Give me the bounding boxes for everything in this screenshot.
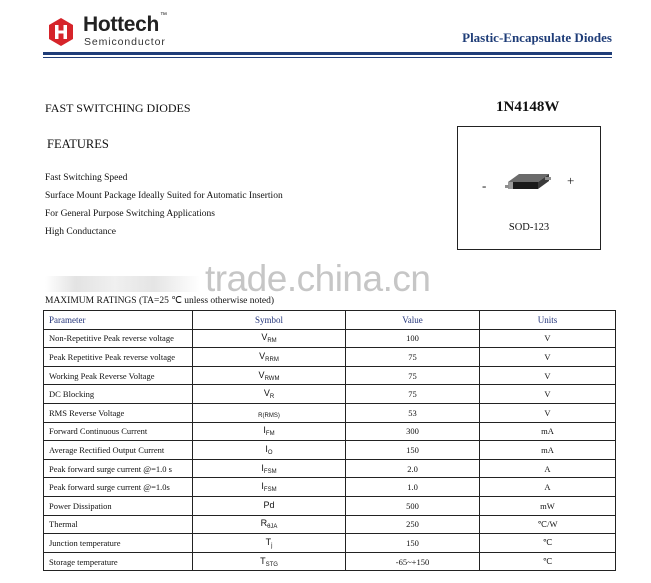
ratings-table (43, 310, 616, 571)
symbol-letter: V (259, 350, 266, 361)
parameter-cell: Storage temperature (44, 552, 193, 571)
value-cell: 100 (346, 329, 480, 348)
symbol-letter: T (260, 555, 266, 566)
column-header-value: Value (346, 311, 480, 330)
symbol-letter: V (261, 332, 268, 343)
unit-cell: V (480, 329, 616, 348)
unit-cell: V (480, 348, 616, 367)
parameter-cell: Peak Repetitive Peak reverse voltage (44, 348, 193, 367)
symbol-subscript: θJA (267, 524, 278, 531)
symbol-cell (193, 478, 346, 497)
column-header-units: Units (480, 311, 616, 330)
cathode-marker: - (482, 178, 487, 193)
feature-item: For General Purpose Switching Applications (45, 209, 215, 219)
symbol-subscript: FSM (263, 487, 277, 494)
symbol-letter: Pd (263, 499, 275, 510)
features-heading: FEATURES (47, 137, 109, 151)
table-row (44, 441, 616, 460)
ratings-table-body (44, 329, 616, 571)
value-cell: 75 (346, 366, 480, 385)
parameter-cell: Junction temperature (44, 534, 193, 553)
value-cell: 500 (346, 496, 480, 515)
value-cell: 53 (346, 403, 480, 422)
parameter-cell: Average Rectified Output Current (44, 441, 193, 460)
value-cell: 1.0 (346, 478, 480, 497)
table-row (44, 552, 616, 571)
parameter-cell: Power Dissipation (44, 496, 193, 515)
symbol-cell (193, 534, 346, 553)
table-row (44, 515, 616, 534)
unit-cell: V (480, 385, 616, 404)
symbol-subscript: j (271, 542, 273, 549)
table-row (44, 534, 616, 553)
product-title: FAST SWITCHING DIODES (45, 101, 191, 115)
unit-cell: A (480, 478, 616, 497)
value-cell: 75 (346, 385, 480, 404)
symbol-subscript: STG (265, 561, 278, 568)
table-row (44, 496, 616, 515)
symbol-letter: I (261, 481, 264, 492)
symbol-cell (193, 515, 346, 534)
symbol-subscript: RM (267, 338, 277, 345)
table-header-row (44, 311, 616, 330)
value-cell: 75 (346, 348, 480, 367)
trademark-symbol: ™ (160, 12, 167, 19)
value-cell: 2.0 (346, 459, 480, 478)
feature-item: High Conductance (45, 227, 116, 237)
symbol-subscript: R(RMS) (258, 412, 280, 419)
table-row (44, 329, 616, 348)
unit-cell: V (480, 403, 616, 422)
parameter-cell: Non-Repetitive Peak reverse voltage (44, 329, 193, 348)
value-cell: 250 (346, 515, 480, 534)
symbol-subscript: RWM (264, 375, 280, 382)
symbol-cell (193, 441, 346, 460)
unit-cell: ℃ (480, 534, 616, 553)
table-row (44, 366, 616, 385)
symbol-cell (193, 403, 346, 422)
symbol-cell (193, 348, 346, 367)
symbol-letter: I (265, 443, 268, 454)
unit-cell: mA (480, 422, 616, 441)
symbol-cell (193, 459, 346, 478)
symbol-subscript: O (267, 449, 273, 456)
symbol-subscript: RRM (265, 356, 279, 363)
unit-cell: ℃ (480, 552, 616, 571)
table-row (44, 422, 616, 441)
parameter-cell: Peak forward surge current @=1.0 s (44, 459, 193, 478)
symbol-letter: R (260, 518, 268, 529)
blurred-region (45, 276, 200, 292)
sod-123-package-icon (505, 164, 553, 194)
symbol-letter: T (265, 536, 272, 547)
symbol-cell (193, 552, 346, 571)
feature-item: Fast Switching Speed (45, 173, 128, 183)
parameter-cell: DC Blocking (44, 385, 193, 404)
header-divider (43, 52, 612, 55)
unit-cell: V (480, 366, 616, 385)
unit-cell: ℃/W (480, 515, 616, 534)
symbol-letter: V (263, 388, 270, 399)
table-row (44, 403, 616, 422)
value-cell: 150 (346, 534, 480, 553)
header-divider-thin (43, 57, 612, 58)
feature-item: Surface Mount Package Ideally Suited for Automatic Insertion (45, 191, 283, 201)
column-header-symbol: Symbol (193, 311, 346, 330)
symbol-letter: V (258, 369, 265, 380)
unit-cell: mW (480, 496, 616, 515)
symbol-cell (193, 422, 346, 441)
anode-marker: + (567, 173, 575, 188)
parameter-cell: Forward Continuous Current (44, 422, 193, 441)
column-header-parameter: Parameter (44, 311, 193, 330)
symbol-cell (193, 329, 346, 348)
part-number: 1N4148W (496, 99, 560, 115)
table-row (44, 385, 616, 404)
package-name: SOD-123 (508, 222, 550, 233)
value-cell: 150 (346, 441, 480, 460)
parameter-cell: Peak forward surge current @=1.0s (44, 478, 193, 497)
features-list (45, 171, 283, 243)
symbol-letter: I (263, 425, 266, 436)
symbol-subscript: FSM (263, 468, 277, 475)
symbol-cell (193, 496, 346, 515)
parameter-cell: Working Peak Reverse Voltage (44, 366, 193, 385)
hottech-logo-icon (46, 17, 76, 47)
parameter-cell: RMS Reverse Voltage (44, 403, 193, 422)
symbol-subscript: FM (265, 431, 275, 438)
table-row (44, 459, 616, 478)
brand-subtitle: Semiconductor (84, 36, 166, 48)
parameter-cell: Thermal (44, 515, 193, 534)
unit-cell: mA (480, 441, 616, 460)
value-cell: -65~+150 (346, 552, 480, 571)
symbol-cell (193, 366, 346, 385)
value-cell: 300 (346, 422, 480, 441)
symbol-letter: I (261, 462, 264, 473)
ratings-title: MAXIMUM RATINGS (TA=25 ℃ unless otherwise noted) (45, 296, 274, 306)
document-type: Plastic-Encapsulate Diodes (462, 30, 612, 45)
table-row (44, 348, 616, 367)
unit-cell: A (480, 459, 616, 478)
symbol-subscript: R (269, 394, 275, 401)
symbol-cell (193, 385, 346, 404)
table-row (44, 478, 616, 497)
watermark: trade.china.cn (205, 258, 431, 299)
brand-name: Hottech (83, 13, 160, 36)
